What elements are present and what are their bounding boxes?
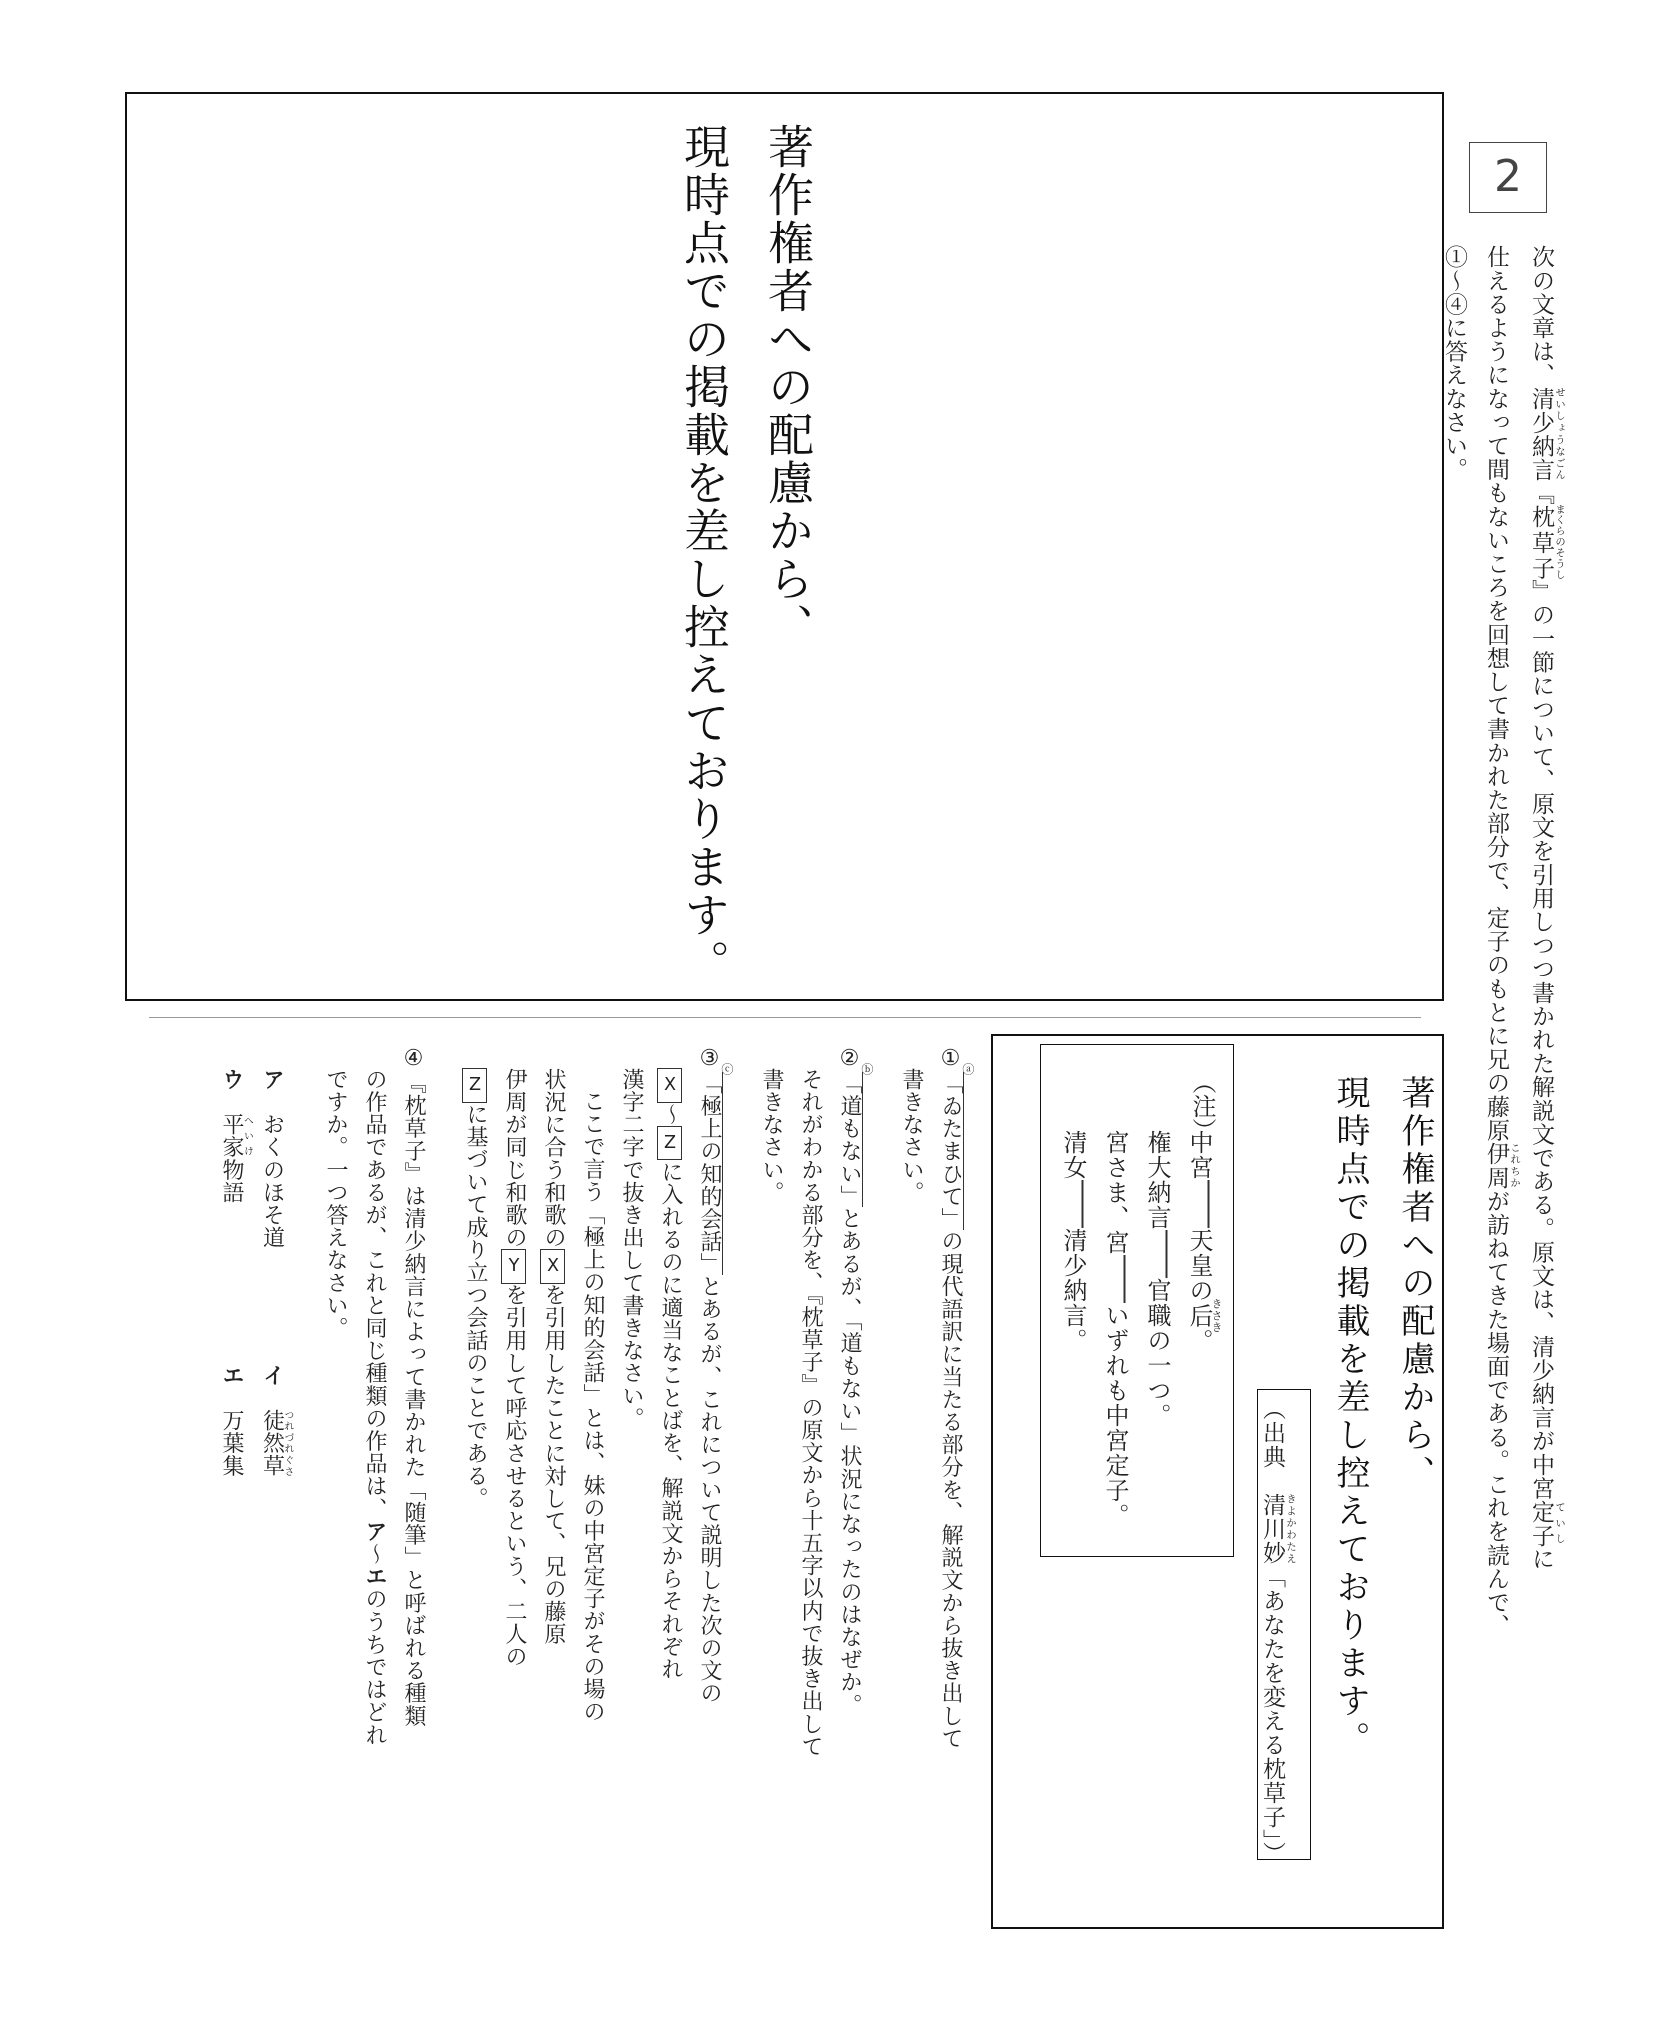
choice-option	[253, 1068, 292, 1364]
text-run: 状況に合う和歌の	[541, 1068, 566, 1249]
text-column	[1475, 245, 1520, 1637]
choice-label: エ	[219, 1364, 244, 1387]
answer-choices	[212, 1046, 293, 1758]
sidelined-phrase: 「道もない」 ⓑ	[837, 1063, 874, 1208]
notes-title: （注）	[1188, 1070, 1216, 1142]
furigana: まくらのそうし	[1553, 503, 1565, 581]
text-run: 官職の一つ。	[1143, 1278, 1171, 1428]
choice-label: エ	[362, 1565, 387, 1588]
text-run: 万葉集	[219, 1409, 244, 1478]
notes-list	[1052, 1130, 1223, 1528]
choice-option	[253, 1364, 294, 1660]
text-column	[1250, 1397, 1296, 1866]
text-run: 伊周が同じ和歌の	[502, 1068, 527, 1249]
choice-column	[253, 1046, 294, 1758]
choice-label: ア	[362, 1520, 387, 1543]
sideline-marker: ⓑ	[859, 1063, 874, 1076]
ruby-text: 定子 ていし	[1528, 1499, 1565, 1547]
text-run: とあるが、「道もない」状況になったのはなぜか。	[837, 1207, 862, 1717]
text-run: 清少納言。	[1059, 1228, 1087, 1353]
furigana: きよかわたえ	[1284, 1493, 1296, 1565]
question-3	[456, 1046, 734, 1758]
text-run	[219, 1091, 244, 1114]
passage-copyright-notice	[1317, 1075, 1447, 1759]
choice-column	[212, 1046, 253, 1758]
copyright-line: 著作権者への配慮から、	[761, 123, 815, 651]
furigana: きさき	[1210, 1298, 1224, 1334]
text-run	[260, 1387, 285, 1410]
text-column	[752, 1046, 791, 1758]
ruby-text: 伊周 これちか	[1483, 1141, 1520, 1190]
dash-line	[1112, 1255, 1136, 1303]
text-run: 宮さま、宮	[1101, 1130, 1129, 1255]
question-2	[752, 1046, 874, 1758]
text-run: 次の文章は、	[1528, 245, 1554, 387]
choice-option	[212, 1364, 251, 1660]
text-column	[394, 1046, 433, 1758]
ruby-text: 徒然草つれづれぐさ	[259, 1409, 294, 1478]
text-run: 中宮	[1185, 1130, 1213, 1180]
text-column	[1136, 1130, 1178, 1528]
choice-label: ア	[259, 1068, 285, 1091]
text-run: 書きなさい。	[899, 1068, 924, 1204]
text-run: 漢字二字で抜き出して書きなさい。	[619, 1068, 644, 1430]
text-run: を引用して呼応させるという、二人の	[502, 1283, 527, 1668]
copyright-line: 現時点での掲載を差し控えております。	[1330, 1075, 1370, 1759]
furigana: ていし	[1553, 1499, 1565, 1547]
text-run: の作品であるが、これと同じ種類の作品は、	[362, 1068, 387, 1520]
dash-line	[1070, 1180, 1094, 1228]
question-1	[892, 1046, 975, 1758]
dash-line	[1196, 1180, 1220, 1228]
question-number: ②	[837, 1046, 862, 1072]
furigana: へいけ	[242, 1113, 253, 1159]
text-run: 』の一節について、原文を引用しつつ書かれた解説文である。原文は、清少納言が中宮	[1528, 579, 1554, 1500]
ruby-text: 后きさき	[1185, 1298, 1224, 1334]
text-column	[534, 1046, 573, 1758]
text-column	[495, 1046, 534, 1758]
question-number: ①	[938, 1046, 963, 1072]
question-number-badge: 2	[1469, 142, 1547, 213]
text-column	[316, 1046, 355, 1758]
questions	[212, 1046, 975, 1758]
text-run: ここで言う「極上の知的会話」とは、妹の中宮定子がその場の	[580, 1090, 605, 1723]
sideline-marker: ⓒ	[719, 1063, 734, 1076]
question-number: ③	[697, 1046, 722, 1072]
text-column	[791, 1046, 830, 1758]
text-run: 権大納言	[1143, 1130, 1171, 1230]
text-run: に	[1528, 1546, 1554, 1571]
text-column	[931, 1046, 975, 1758]
text-run: おくのほそ道	[259, 1113, 285, 1249]
text-column	[830, 1046, 874, 1758]
text-run: に基づいて成り立つ会話のことである。	[463, 1102, 488, 1510]
choice-label: ウ	[219, 1068, 244, 1091]
text-run: ①～④に答えなさい。	[1441, 245, 1467, 481]
text-run: を引用したことに対して、兄の藤原	[541, 1283, 566, 1646]
answer-blank-y: Y	[501, 1249, 526, 1284]
dash-line	[1154, 1230, 1178, 1278]
text-column	[1178, 1130, 1223, 1528]
copyright-line: 著作権者への配慮から、	[1395, 1075, 1435, 1493]
answer-blank-z: Z	[462, 1068, 487, 1103]
text-run: 。	[1185, 1328, 1213, 1354]
section-divider	[149, 1017, 1421, 1018]
text-run: 書きなさい。	[759, 1068, 784, 1204]
ruby-text: 枕草子 まくらのそうし	[1528, 503, 1565, 581]
text-column	[690, 1046, 734, 1758]
intro-instructions	[1433, 245, 1565, 1637]
text-column	[456, 1046, 495, 1758]
text-column	[355, 1046, 394, 1758]
source-citation	[1250, 1397, 1296, 1866]
text-run: 「あなたを変える枕草子」）	[1259, 1565, 1285, 1866]
text-run: 『枕草子』は清少納言によって書かれた「随筆」と呼ばれる種類	[401, 1071, 426, 1728]
sideline-marker: ⓐ	[960, 1063, 975, 1076]
sidelined-phrase: 「極上の知的会話」 ⓒ	[697, 1063, 734, 1276]
text-run: いずれも中宮定子。	[1101, 1303, 1129, 1528]
text-run: 『	[1528, 481, 1554, 505]
text-run: （出典	[1259, 1397, 1285, 1493]
text-run: が訪ねてきた場面である。これを読んで、	[1483, 1189, 1509, 1638]
answer-blank-z: Z	[657, 1126, 682, 1161]
text-run: のうちではどれ	[362, 1587, 387, 1747]
top-copyright-notice	[662, 123, 830, 987]
text-run: ～	[658, 1102, 683, 1126]
text-column	[1052, 1130, 1094, 1528]
answer-blank-x: X	[540, 1249, 565, 1284]
copyright-line: 現時点での掲載を差し控えております。	[677, 123, 731, 987]
text-run: ～	[362, 1542, 387, 1566]
text-run: とあるが、これについて説明した次の文の	[697, 1275, 722, 1705]
text-run: ですか。一つ答えなさい。	[323, 1068, 348, 1340]
text-column	[651, 1046, 690, 1758]
text-column	[1094, 1130, 1136, 1528]
text-run: 清女	[1059, 1130, 1087, 1180]
choice-label: イ	[259, 1364, 285, 1387]
question-4	[316, 1046, 433, 1758]
text-column	[1520, 245, 1565, 1637]
ruby-text: 平家へいけ	[219, 1113, 253, 1159]
answer-blank-x: X	[657, 1068, 682, 1103]
ruby-text: 清少納言 せいしょうなごん	[1528, 386, 1565, 482]
text-run: 仕えるようになって間もないころを回想して書かれた部分で、定子のもとに兄の藤原	[1483, 245, 1509, 1142]
text-run: の現代語訳に当たる部分を、解説文から抜き出して	[938, 1229, 963, 1750]
sidelined-phrase: 「ゐたまひて」 ⓐ	[938, 1063, 975, 1230]
text-run: 物語	[219, 1158, 244, 1204]
ruby-text: 清川妙 きよかわたえ	[1259, 1493, 1296, 1565]
question-number: ④	[401, 1046, 426, 1072]
text-run: 天皇の	[1185, 1228, 1213, 1303]
furigana: せいしょうなごん	[1553, 386, 1565, 482]
text-run	[260, 1091, 285, 1114]
text-run	[219, 1387, 244, 1410]
furigana: つれづれぐさ	[282, 1409, 294, 1478]
furigana: これちか	[1508, 1141, 1520, 1190]
text-run: それがわかる部分を、『枕草子』の原文から十五字以内で抜き出して	[798, 1068, 823, 1758]
choice-option	[212, 1068, 253, 1364]
text-column	[612, 1046, 651, 1758]
text-column	[573, 1046, 612, 1758]
text-column	[892, 1046, 931, 1758]
text-run: に入れるのに適当なことばを、解説文からそれぞれ	[658, 1160, 683, 1681]
